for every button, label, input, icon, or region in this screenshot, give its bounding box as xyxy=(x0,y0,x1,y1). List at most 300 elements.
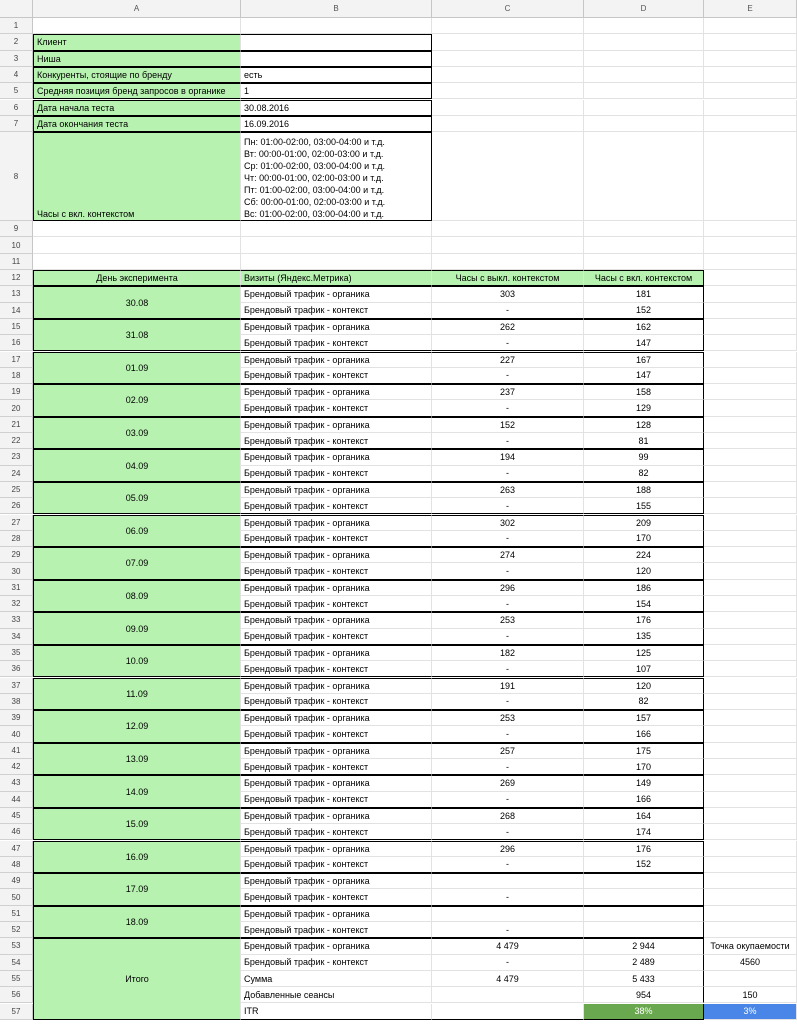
breakeven-value[interactable]: 4560 xyxy=(704,955,797,971)
hours-off-organic[interactable]: 152 xyxy=(432,417,584,433)
row-header[interactable]: 48 xyxy=(0,857,33,873)
traffic-organic-label[interactable]: Брендовый трафик - органика xyxy=(241,841,432,857)
column-header-c[interactable]: C xyxy=(432,0,584,18)
hours-on-context[interactable] xyxy=(584,922,704,938)
grid-cell[interactable] xyxy=(584,83,704,99)
row-header[interactable]: 37 xyxy=(0,678,33,694)
day-date[interactable]: 08.09 xyxy=(33,580,241,613)
hours-off-organic[interactable]: 262 xyxy=(432,319,584,335)
hours-off-context[interactable]: - xyxy=(432,531,584,547)
hours-off-context[interactable]: - xyxy=(432,466,584,482)
grid-cell[interactable] xyxy=(704,694,797,710)
row-header[interactable]: 4 xyxy=(0,67,33,83)
hours-off-organic[interactable]: 296 xyxy=(432,841,584,857)
hours-off-organic[interactable]: 296 xyxy=(432,580,584,596)
hours-off-organic[interactable]: 302 xyxy=(432,515,584,531)
day-date[interactable]: 16.09 xyxy=(33,841,241,874)
grid-cell[interactable] xyxy=(704,808,797,824)
hours-off-context[interactable]: - xyxy=(432,596,584,612)
totals-row-label[interactable]: Брендовый трафик - органика xyxy=(241,938,432,954)
row-header[interactable]: 34 xyxy=(0,629,33,645)
grid-cell[interactable] xyxy=(432,237,584,253)
traffic-context-label[interactable]: Брендовый трафик - контекст xyxy=(241,563,432,579)
grid-cell[interactable] xyxy=(241,221,432,237)
hours-on-organic[interactable]: 162 xyxy=(584,319,704,335)
grid-cell[interactable] xyxy=(704,759,797,775)
grid-cell[interactable] xyxy=(432,51,584,67)
grid-cell[interactable] xyxy=(704,922,797,938)
traffic-context-label[interactable]: Брендовый трафик - контекст xyxy=(241,400,432,416)
row-header[interactable]: 26 xyxy=(0,498,33,514)
grid-cell[interactable] xyxy=(33,254,241,270)
row-header[interactable]: 23 xyxy=(0,449,33,465)
row-header[interactable]: 12 xyxy=(0,270,33,286)
hours-off-context[interactable]: - xyxy=(432,726,584,742)
traffic-organic-label[interactable]: Брендовый трафик - органика xyxy=(241,352,432,368)
grid-cell[interactable] xyxy=(584,18,704,34)
hours-off-context[interactable]: - xyxy=(432,694,584,710)
hours-off-organic[interactable]: 237 xyxy=(432,384,584,400)
hours-on-context[interactable]: 155 xyxy=(584,498,704,514)
info-label[interactable]: Конкуренты, стоящие по бренду xyxy=(33,67,241,83)
grid-cell[interactable] xyxy=(704,433,797,449)
traffic-context-label[interactable]: Брендовый трафик - контекст xyxy=(241,889,432,905)
info-value-cell[interactable]: 16.09.2016 xyxy=(241,116,432,132)
row-header[interactable]: 2 xyxy=(0,34,33,50)
hours-on-organic[interactable]: 167 xyxy=(584,352,704,368)
totals-hours-off[interactable]: - xyxy=(432,955,584,971)
row-header[interactable]: 31 xyxy=(0,580,33,596)
traffic-organic-label[interactable]: Брендовый трафик - органика xyxy=(241,612,432,628)
grid-cell[interactable] xyxy=(704,906,797,922)
info-value-cell[interactable]: 1 xyxy=(241,83,432,99)
info-value-cell[interactable] xyxy=(241,34,432,50)
row-header[interactable]: 29 xyxy=(0,547,33,563)
hours-on-organic[interactable]: 175 xyxy=(584,743,704,759)
row-header[interactable]: 7 xyxy=(0,116,33,132)
row-header[interactable]: 19 xyxy=(0,384,33,400)
grid-cell[interactable] xyxy=(704,221,797,237)
grid-cell[interactable] xyxy=(432,34,584,50)
hours-on-context[interactable]: 147 xyxy=(584,335,704,351)
totals-hours-off[interactable]: 4 479 xyxy=(432,938,584,954)
grid-cell[interactable] xyxy=(241,254,432,270)
grid-cell[interactable] xyxy=(704,303,797,319)
hours-on-organic[interactable]: 181 xyxy=(584,286,704,302)
hours-on-organic[interactable]: 157 xyxy=(584,710,704,726)
totals-hours-on[interactable]: 2 944 xyxy=(584,938,704,954)
grid-cell[interactable] xyxy=(704,482,797,498)
info-label[interactable]: Дата окончания теста xyxy=(33,116,241,132)
row-header[interactable]: 39 xyxy=(0,710,33,726)
day-date[interactable]: 06.09 xyxy=(33,515,241,548)
row-header[interactable]: 8 xyxy=(0,132,33,221)
header-hours-on[interactable]: Часы с вкл. контекстом xyxy=(584,270,704,286)
info-label[interactable]: Дата начала теста xyxy=(33,100,241,116)
grid-cell[interactable] xyxy=(432,132,584,221)
hours-off-organic[interactable]: 269 xyxy=(432,775,584,791)
row-header[interactable]: 10 xyxy=(0,237,33,253)
hours-off-context[interactable]: - xyxy=(432,857,584,873)
hours-on-context[interactable]: 129 xyxy=(584,400,704,416)
grid-cell[interactable] xyxy=(241,18,432,34)
traffic-organic-label[interactable]: Брендовый трафик - органика xyxy=(241,449,432,465)
grid-cell[interactable] xyxy=(584,237,704,253)
grid-cell[interactable] xyxy=(584,221,704,237)
hours-on-organic[interactable]: 158 xyxy=(584,384,704,400)
hours-on-context[interactable]: 82 xyxy=(584,694,704,710)
grid-cell[interactable] xyxy=(704,286,797,302)
grid-cell[interactable] xyxy=(704,824,797,840)
traffic-context-label[interactable]: Брендовый трафик - контекст xyxy=(241,694,432,710)
breakeven-value[interactable] xyxy=(704,971,797,987)
grid-cell[interactable] xyxy=(704,563,797,579)
grid-cell[interactable] xyxy=(704,743,797,759)
row-header[interactable]: 57 xyxy=(0,1004,33,1020)
traffic-organic-label[interactable]: Брендовый трафик - органика xyxy=(241,515,432,531)
info-value-cell[interactable]: есть xyxy=(241,67,432,83)
day-date[interactable]: 12.09 xyxy=(33,710,241,743)
grid-cell[interactable] xyxy=(704,254,797,270)
hours-on-organic[interactable]: 99 xyxy=(584,449,704,465)
hours-off-context[interactable]: - xyxy=(432,661,584,677)
header-day[interactable]: День эксперимента xyxy=(33,270,241,286)
traffic-organic-label[interactable]: Брендовый трафик - органика xyxy=(241,710,432,726)
hours-off-context[interactable]: - xyxy=(432,792,584,808)
traffic-organic-label[interactable]: Брендовый трафик - органика xyxy=(241,873,432,889)
grid-cell[interactable] xyxy=(432,18,584,34)
day-date[interactable]: 04.09 xyxy=(33,449,241,482)
row-header[interactable]: 13 xyxy=(0,286,33,302)
row-header[interactable]: 21 xyxy=(0,417,33,433)
traffic-organic-label[interactable]: Брендовый трафик - органика xyxy=(241,547,432,563)
row-header[interactable]: 36 xyxy=(0,661,33,677)
hours-on-context[interactable]: 147 xyxy=(584,368,704,384)
hours-on-organic[interactable]: 164 xyxy=(584,808,704,824)
traffic-context-label[interactable]: Брендовый трафик - контекст xyxy=(241,433,432,449)
grid-cell[interactable] xyxy=(704,612,797,628)
day-date[interactable]: 14.09 xyxy=(33,775,241,808)
row-header[interactable]: 25 xyxy=(0,482,33,498)
hours-on-organic[interactable]: 125 xyxy=(584,645,704,661)
traffic-organic-label[interactable]: Брендовый трафик - органика xyxy=(241,482,432,498)
row-header[interactable]: 42 xyxy=(0,759,33,775)
grid-cell[interactable] xyxy=(704,352,797,368)
hours-on-context[interactable]: 154 xyxy=(584,596,704,612)
row-header[interactable]: 3 xyxy=(0,51,33,67)
traffic-context-label[interactable]: Брендовый трафик - контекст xyxy=(241,759,432,775)
grid-cell[interactable] xyxy=(704,132,797,221)
row-header[interactable]: 17 xyxy=(0,352,33,368)
grid-cell[interactable] xyxy=(704,580,797,596)
select-all-corner[interactable] xyxy=(0,0,33,18)
row-header[interactable]: 46 xyxy=(0,824,33,840)
grid-cell[interactable] xyxy=(33,18,241,34)
hours-off-context[interactable]: - xyxy=(432,824,584,840)
breakeven-value[interactable]: 3% xyxy=(704,1004,797,1020)
grid-cell[interactable] xyxy=(241,237,432,253)
hours-off-context[interactable]: - xyxy=(432,335,584,351)
grid-cell[interactable] xyxy=(584,132,704,221)
grid-cell[interactable] xyxy=(704,417,797,433)
hours-on-organic[interactable]: 224 xyxy=(584,547,704,563)
hours-on-context[interactable]: 135 xyxy=(584,629,704,645)
hours-off-organic[interactable]: 263 xyxy=(432,482,584,498)
grid-cell[interactable] xyxy=(704,547,797,563)
day-date[interactable]: 01.09 xyxy=(33,352,241,385)
row-header[interactable]: 20 xyxy=(0,400,33,416)
hours-on-context[interactable]: 152 xyxy=(584,303,704,319)
row-header[interactable]: 55 xyxy=(0,971,33,987)
totals-hours-off[interactable]: 4 479 xyxy=(432,971,584,987)
grid-cell[interactable] xyxy=(704,889,797,905)
row-header[interactable]: 51 xyxy=(0,906,33,922)
traffic-context-label[interactable]: Брендовый трафик - контекст xyxy=(241,629,432,645)
breakeven-value[interactable]: 150 xyxy=(704,987,797,1003)
grid-cell[interactable] xyxy=(704,710,797,726)
grid-cell[interactable] xyxy=(704,515,797,531)
row-header[interactable]: 50 xyxy=(0,889,33,905)
grid-cell[interactable] xyxy=(704,449,797,465)
hours-off-context[interactable]: - xyxy=(432,889,584,905)
grid-cell[interactable] xyxy=(432,221,584,237)
grid-cell[interactable] xyxy=(704,83,797,99)
grid-cell[interactable] xyxy=(432,83,584,99)
row-header[interactable]: 44 xyxy=(0,792,33,808)
hours-off-organic[interactable]: 303 xyxy=(432,286,584,302)
hours-off-context[interactable]: - xyxy=(432,629,584,645)
info-label[interactable]: Клиент xyxy=(33,34,241,50)
grid-cell[interactable] xyxy=(704,629,797,645)
grid-cell[interactable] xyxy=(704,466,797,482)
info-value-cell[interactable]: 30.08.2016 xyxy=(241,100,432,116)
hours-on-context[interactable]: 152 xyxy=(584,857,704,873)
day-date[interactable]: 15.09 xyxy=(33,808,241,841)
totals-hours-on[interactable]: 954 xyxy=(584,987,704,1003)
hours-off-organic[interactable]: 274 xyxy=(432,547,584,563)
column-header-a[interactable]: A xyxy=(33,0,241,18)
hours-on-organic[interactable]: 188 xyxy=(584,482,704,498)
info-value-cell[interactable] xyxy=(241,51,432,67)
row-header[interactable]: 33 xyxy=(0,612,33,628)
hours-off-context[interactable]: - xyxy=(432,498,584,514)
grid-cell[interactable] xyxy=(704,237,797,253)
hours-on-organic[interactable] xyxy=(584,906,704,922)
traffic-organic-label[interactable]: Брендовый трафик - органика xyxy=(241,808,432,824)
grid-cell[interactable] xyxy=(704,678,797,694)
grid-cell[interactable] xyxy=(704,498,797,514)
hours-label[interactable]: Часы с вкл. контекстом xyxy=(33,132,241,221)
hours-on-organic[interactable] xyxy=(584,873,704,889)
hours-on-context[interactable]: 166 xyxy=(584,792,704,808)
row-header[interactable]: 45 xyxy=(0,808,33,824)
row-header[interactable]: 15 xyxy=(0,319,33,335)
traffic-context-label[interactable]: Брендовый трафик - контекст xyxy=(241,857,432,873)
hours-off-context[interactable]: - xyxy=(432,400,584,416)
row-header[interactable]: 1 xyxy=(0,18,33,34)
totals-hours-on[interactable]: 38% xyxy=(584,1004,704,1020)
day-date[interactable]: 05.09 xyxy=(33,482,241,515)
traffic-context-label[interactable]: Брендовый трафик - контекст xyxy=(241,661,432,677)
row-header[interactable]: 54 xyxy=(0,955,33,971)
hours-on-organic[interactable]: 120 xyxy=(584,678,704,694)
row-header[interactable]: 6 xyxy=(0,100,33,116)
grid-cell[interactable] xyxy=(432,100,584,116)
traffic-organic-label[interactable]: Брендовый трафик - органика xyxy=(241,775,432,791)
grid-cell[interactable] xyxy=(432,254,584,270)
header-visits[interactable]: Визиты (Яндекс.Метрика) xyxy=(241,270,432,286)
hours-off-organic[interactable] xyxy=(432,873,584,889)
grid-cell[interactable] xyxy=(432,67,584,83)
info-label[interactable]: Средняя позиция бренд запросов в органике xyxy=(33,83,241,99)
hours-on-context[interactable]: 170 xyxy=(584,531,704,547)
grid-cell[interactable] xyxy=(704,18,797,34)
traffic-organic-label[interactable]: Брендовый трафик - органика xyxy=(241,319,432,335)
grid-cell[interactable] xyxy=(704,645,797,661)
totals-label[interactable]: Итого xyxy=(33,938,241,1020)
grid-cell[interactable] xyxy=(584,67,704,83)
breakeven-label[interactable]: Точка окупаемости xyxy=(704,938,797,954)
hours-on-organic[interactable]: 149 xyxy=(584,775,704,791)
traffic-context-label[interactable]: Брендовый трафик - контекст xyxy=(241,792,432,808)
hours-on-context[interactable]: 107 xyxy=(584,661,704,677)
grid-cell[interactable] xyxy=(33,237,241,253)
traffic-context-label[interactable]: Брендовый трафик - контекст xyxy=(241,922,432,938)
hours-off-organic[interactable]: 253 xyxy=(432,612,584,628)
hours-off-context[interactable]: - xyxy=(432,922,584,938)
day-date[interactable]: 13.09 xyxy=(33,743,241,776)
header-hours-off[interactable]: Часы с выкл. контекстом xyxy=(432,270,584,286)
day-date[interactable]: 02.09 xyxy=(33,384,241,417)
traffic-context-label[interactable]: Брендовый трафик - контекст xyxy=(241,498,432,514)
totals-hours-on[interactable]: 2 489 xyxy=(584,955,704,971)
totals-row-label[interactable]: ITR xyxy=(241,1004,432,1020)
column-header-b[interactable]: B xyxy=(241,0,432,18)
totals-hours-off[interactable] xyxy=(432,987,584,1003)
day-date[interactable]: 18.09 xyxy=(33,906,241,939)
hours-on-context[interactable]: 174 xyxy=(584,824,704,840)
grid-cell[interactable] xyxy=(704,775,797,791)
row-header[interactable]: 11 xyxy=(0,254,33,270)
totals-hours-off[interactable] xyxy=(432,1004,584,1020)
traffic-organic-label[interactable]: Брендовый трафик - органика xyxy=(241,417,432,433)
traffic-context-label[interactable]: Брендовый трафик - контекст xyxy=(241,368,432,384)
grid-cell[interactable] xyxy=(704,857,797,873)
hours-on-organic[interactable]: 176 xyxy=(584,612,704,628)
day-date[interactable]: 03.09 xyxy=(33,417,241,450)
day-date[interactable]: 10.09 xyxy=(33,645,241,678)
row-header[interactable]: 9 xyxy=(0,221,33,237)
row-header[interactable]: 16 xyxy=(0,335,33,351)
day-date[interactable]: 09.09 xyxy=(33,612,241,645)
grid-cell[interactable] xyxy=(584,51,704,67)
day-date[interactable]: 11.09 xyxy=(33,678,241,711)
hours-off-organic[interactable] xyxy=(432,906,584,922)
totals-hours-on[interactable]: 5 433 xyxy=(584,971,704,987)
grid-cell[interactable] xyxy=(704,319,797,335)
hours-off-organic[interactable]: 253 xyxy=(432,710,584,726)
traffic-context-label[interactable]: Брендовый трафик - контекст xyxy=(241,596,432,612)
grid-cell[interactable] xyxy=(704,67,797,83)
grid-cell[interactable] xyxy=(584,116,704,132)
row-header[interactable]: 5 xyxy=(0,83,33,99)
traffic-context-label[interactable]: Брендовый трафик - контекст xyxy=(241,726,432,742)
hours-on-context[interactable]: 82 xyxy=(584,466,704,482)
grid-cell[interactable] xyxy=(704,116,797,132)
hours-on-organic[interactable]: 128 xyxy=(584,417,704,433)
traffic-context-label[interactable]: Брендовый трафик - контекст xyxy=(241,335,432,351)
traffic-organic-label[interactable]: Брендовый трафик - органика xyxy=(241,286,432,302)
row-header[interactable]: 40 xyxy=(0,726,33,742)
traffic-organic-label[interactable]: Брендовый трафик - органика xyxy=(241,678,432,694)
grid-cell[interactable] xyxy=(704,792,797,808)
traffic-organic-label[interactable]: Брендовый трафик - органика xyxy=(241,384,432,400)
hours-off-context[interactable]: - xyxy=(432,368,584,384)
grid-cell[interactable] xyxy=(704,270,797,286)
grid-cell[interactable] xyxy=(584,254,704,270)
hours-on-organic[interactable]: 186 xyxy=(584,580,704,596)
info-label[interactable]: Ниша xyxy=(33,51,241,67)
row-header[interactable]: 27 xyxy=(0,515,33,531)
row-header[interactable]: 47 xyxy=(0,841,33,857)
row-header[interactable]: 32 xyxy=(0,596,33,612)
grid-cell[interactable] xyxy=(704,531,797,547)
traffic-context-label[interactable]: Брендовый трафик - контекст xyxy=(241,531,432,547)
grid-cell[interactable] xyxy=(704,384,797,400)
row-header[interactable]: 56 xyxy=(0,987,33,1003)
hours-on-organic[interactable]: 209 xyxy=(584,515,704,531)
hours-off-organic[interactable]: 227 xyxy=(432,352,584,368)
hours-on-context[interactable]: 166 xyxy=(584,726,704,742)
grid-cell[interactable] xyxy=(704,841,797,857)
hours-off-organic[interactable]: 191 xyxy=(432,678,584,694)
row-header[interactable]: 14 xyxy=(0,303,33,319)
grid-cell[interactable] xyxy=(33,221,241,237)
grid-cell[interactable] xyxy=(704,34,797,50)
grid-cell[interactable] xyxy=(432,116,584,132)
row-header[interactable]: 24 xyxy=(0,466,33,482)
totals-row-label[interactable]: Добавленные сеансы xyxy=(241,987,432,1003)
grid-cell[interactable] xyxy=(704,335,797,351)
row-header[interactable]: 38 xyxy=(0,694,33,710)
row-header[interactable]: 53 xyxy=(0,938,33,954)
hours-schedule[interactable]: Пн: 01:00-02:00, 03:00-04:00 и т.д. Вт: 00:00-01:00, 02:00-03:00 и т.д. Ср: 01:00-02:00, 03:00-04:00 и т.д. Чт: 00:00-01:00, 02:00-03:00 и т.д. Пт: 01:00-02:00, 03:00-04:00 и т.д. Сб: 00:00-01:00, 02:00-03:00 и т.д. Вс: 01:00-02:00, 03:00-04:00 и т.д. xyxy=(241,132,432,221)
day-date[interactable]: 07.09 xyxy=(33,547,241,580)
traffic-organic-label[interactable]: Брендовый трафик - органика xyxy=(241,645,432,661)
hours-on-context[interactable] xyxy=(584,889,704,905)
hours-on-context[interactable]: 81 xyxy=(584,433,704,449)
grid-cell[interactable] xyxy=(704,873,797,889)
row-header[interactable]: 35 xyxy=(0,645,33,661)
grid-cell[interactable] xyxy=(584,34,704,50)
hours-off-context[interactable]: - xyxy=(432,433,584,449)
grid-cell[interactable] xyxy=(704,726,797,742)
grid-cell[interactable] xyxy=(704,596,797,612)
traffic-organic-label[interactable]: Брендовый трафик - органика xyxy=(241,580,432,596)
hours-on-context[interactable]: 120 xyxy=(584,563,704,579)
row-header[interactable]: 30 xyxy=(0,563,33,579)
row-header[interactable]: 43 xyxy=(0,775,33,791)
grid-cell[interactable] xyxy=(704,51,797,67)
day-date[interactable]: 31.08 xyxy=(33,319,241,352)
hours-off-context[interactable]: - xyxy=(432,563,584,579)
totals-row-label[interactable]: Сумма xyxy=(241,971,432,987)
hours-off-organic[interactable]: 182 xyxy=(432,645,584,661)
column-header-d[interactable]: D xyxy=(584,0,704,18)
grid-cell[interactable] xyxy=(584,100,704,116)
traffic-organic-label[interactable]: Брендовый трафик - органика xyxy=(241,906,432,922)
traffic-context-label[interactable]: Брендовый трафик - контекст xyxy=(241,303,432,319)
